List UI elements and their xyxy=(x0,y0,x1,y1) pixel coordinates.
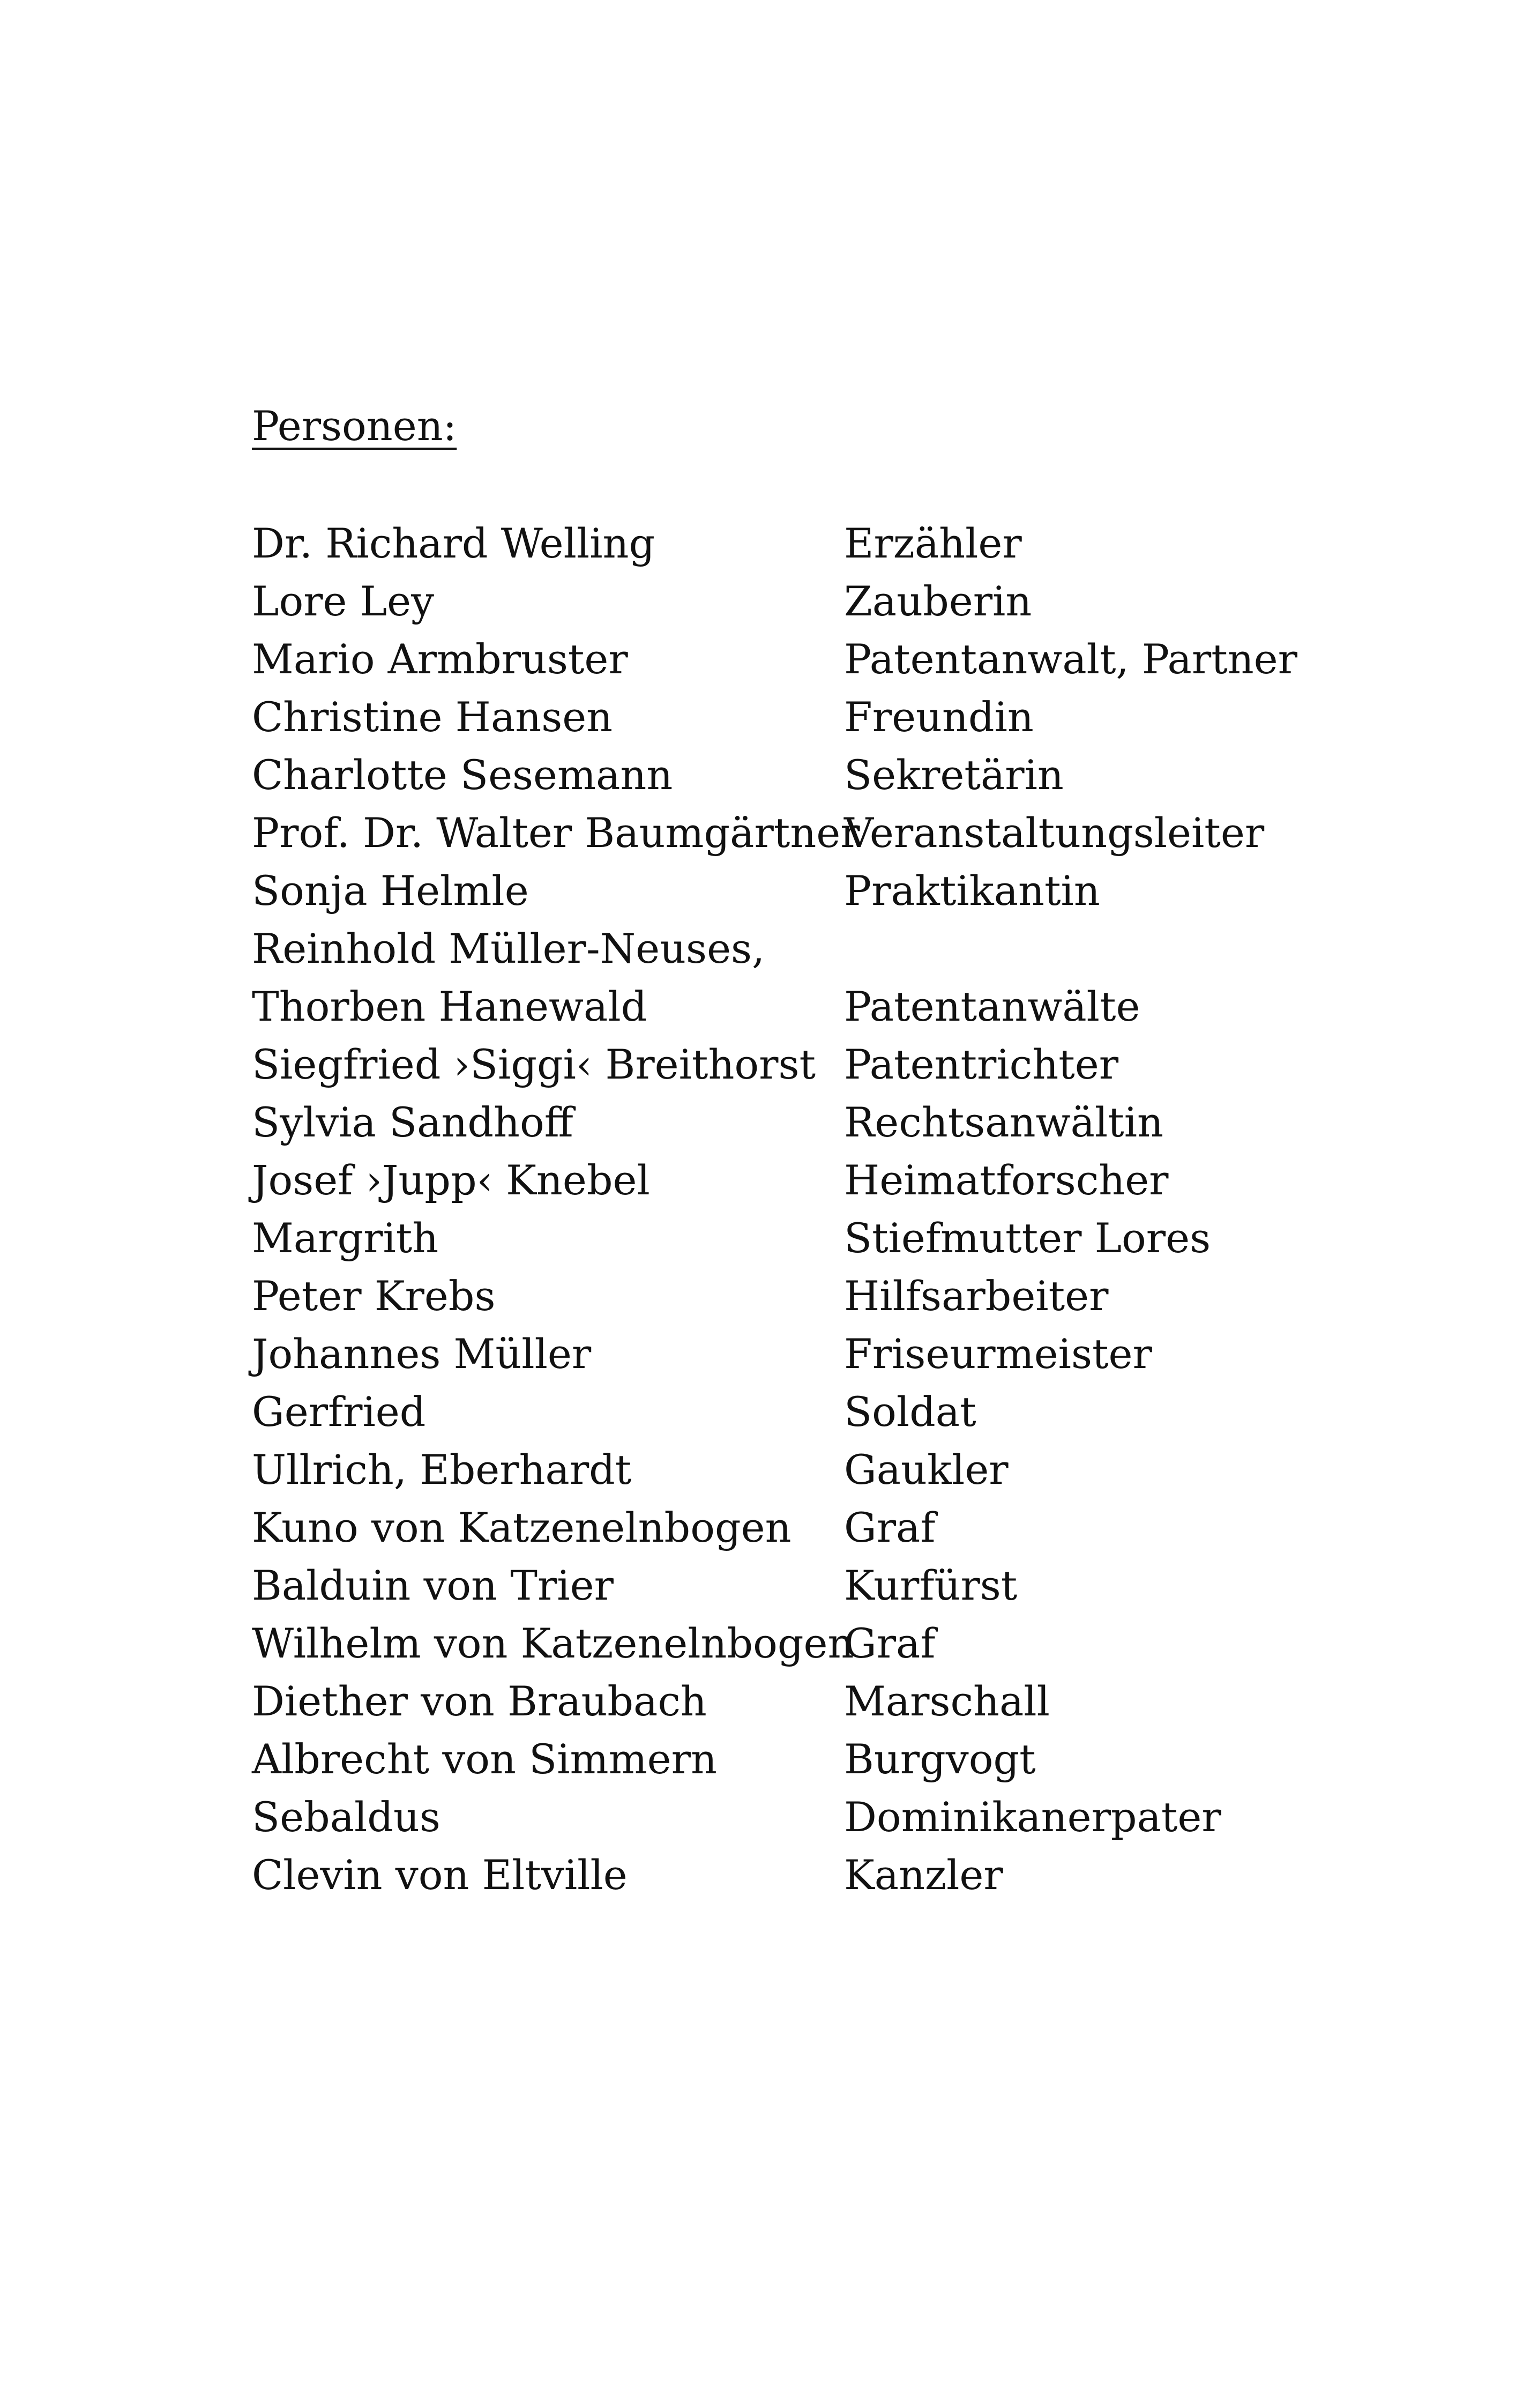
cast-role: Friseurmeister xyxy=(844,1330,1152,1378)
cast-row xyxy=(252,1673,1324,1730)
cast-role: Heimatforscher xyxy=(844,1156,1169,1204)
cast-role: Sekretärin xyxy=(844,751,1064,799)
cast-name: Lore Ley xyxy=(252,577,435,625)
cast-name: Charlotte Sesemann xyxy=(252,751,673,799)
cast-row xyxy=(252,630,1324,688)
cast-name: Johannes Müller xyxy=(252,1330,592,1378)
cast-role: Gaukler xyxy=(844,1446,1009,1493)
cast-name: Christine Hansen xyxy=(252,693,613,741)
cast-role: Patentanwälte xyxy=(844,983,1140,1030)
cast-row xyxy=(252,1151,1324,1209)
cast-role: Zauberin xyxy=(844,577,1032,625)
cast-role: Graf xyxy=(844,1619,936,1667)
cast-role: Patentanwalt, Partner xyxy=(844,635,1297,683)
cast-name: Sebaldus xyxy=(252,1793,441,1841)
cast-row xyxy=(252,1615,1324,1673)
cast-name: Sonja Helmle xyxy=(252,867,529,915)
cast-name: Clevin von Eltville xyxy=(252,1851,628,1899)
cast-name: Prof. Dr. Walter Baumgärtner xyxy=(252,809,860,857)
cast-name: Wilhelm von Katzenelnbogen xyxy=(252,1619,854,1667)
cast-row xyxy=(252,1846,1324,1904)
cast-row xyxy=(252,1788,1324,1846)
cast-role: Freundin xyxy=(844,693,1034,741)
cast-name: Peter Krebs xyxy=(252,1272,496,1320)
cast-name: Dr. Richard Welling xyxy=(252,519,655,567)
cast-name: Thorben Hanewald xyxy=(252,983,647,1030)
cast-role: Veranstaltungsleiter xyxy=(844,809,1265,857)
cast-role: Burgvogt xyxy=(844,1735,1036,1783)
cast-role: Rechtsanwältin xyxy=(844,1098,1163,1146)
cast-row xyxy=(252,1209,1324,1267)
cast-row xyxy=(252,862,1324,920)
cast-row xyxy=(252,804,1324,862)
cast-name: Josef ›Jupp‹ Knebel xyxy=(252,1156,650,1204)
cast-row xyxy=(252,978,1324,1036)
cast-row xyxy=(252,746,1324,804)
cast-name: Gerfried xyxy=(252,1388,426,1436)
cast-role: Erzähler xyxy=(844,519,1022,567)
cast-row xyxy=(252,515,1324,573)
cast-row xyxy=(252,1094,1324,1151)
cast-role: Dominikanerpater xyxy=(844,1793,1221,1841)
cast-role: Kanzler xyxy=(844,1851,1003,1899)
cast-name: Margrith xyxy=(252,1214,439,1262)
cast-name: Reinhold Müller-Neuses, xyxy=(252,925,765,972)
cast-name: Diether von Braubach xyxy=(252,1677,707,1725)
cast-heading: Personen: xyxy=(252,402,457,450)
cast-name: Albrecht von Simmern xyxy=(252,1735,717,1783)
cast-role: Marschall xyxy=(844,1677,1050,1725)
cast-role: Soldat xyxy=(844,1388,976,1436)
cast-name: Sylvia Sandhoff xyxy=(252,1098,573,1146)
cast-row xyxy=(252,688,1324,746)
cast-role: Kurfürst xyxy=(844,1562,1018,1609)
cast-row xyxy=(252,1267,1324,1325)
cast-name: Mario Armbruster xyxy=(252,635,628,683)
cast-role: Stiefmutter Lores xyxy=(844,1214,1211,1262)
cast-role: Praktikantin xyxy=(844,867,1100,915)
cast-name: Kuno von Katzenelnbogen xyxy=(252,1504,792,1551)
cast-row xyxy=(252,1036,1324,1094)
cast-row xyxy=(252,1383,1324,1441)
cast-name: Ullrich, Eberhardt xyxy=(252,1446,632,1493)
cast-role: Graf xyxy=(844,1504,936,1551)
cast-row xyxy=(252,1499,1324,1557)
cast-row xyxy=(252,920,1324,978)
cast-list xyxy=(252,515,1324,1904)
cast-role: Patentrichter xyxy=(844,1041,1119,1088)
cast-row xyxy=(252,1730,1324,1788)
cast-row xyxy=(252,1557,1324,1615)
cast-row xyxy=(252,1325,1324,1383)
cast-row xyxy=(252,573,1324,630)
cast-name: Balduin von Trier xyxy=(252,1562,614,1609)
cast-name: Siegfried ›Siggi‹ Breithorst xyxy=(252,1041,816,1088)
cast-row xyxy=(252,1441,1324,1499)
cast-role: Hilfsarbeiter xyxy=(844,1272,1109,1320)
